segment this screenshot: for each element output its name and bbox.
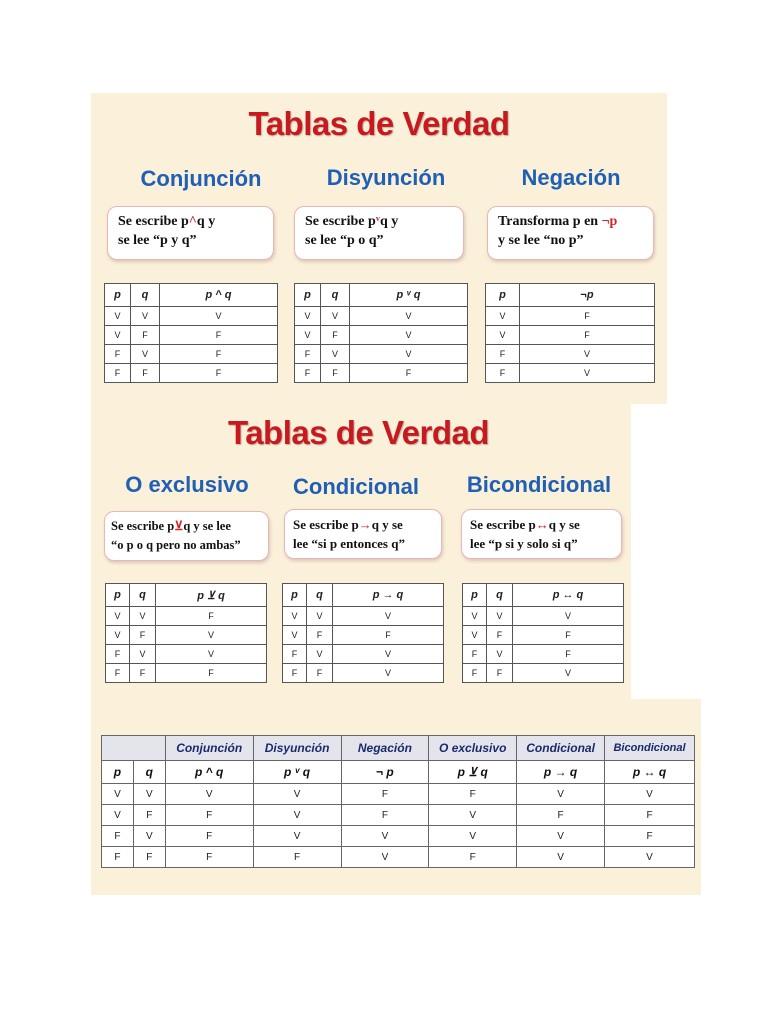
table-row: V V V	[283, 607, 444, 626]
table-condicional	[282, 583, 444, 683]
table-row: F V	[486, 364, 655, 383]
summary-sub-header: p → q	[517, 761, 605, 784]
table-row: V F F	[283, 626, 444, 645]
table-row: V V V	[463, 607, 624, 626]
header-cell: q	[307, 584, 333, 607]
table-row: V F V	[106, 626, 267, 645]
table-row: V F F V F V F F	[102, 805, 695, 826]
summary-group-header: Disyunción	[253, 736, 341, 761]
table-row: V F	[486, 326, 655, 345]
panel2-title: Tablas de Verdad	[228, 414, 489, 451]
table-row: F V V	[106, 645, 267, 664]
header-cell: p	[486, 284, 520, 307]
desc-box-negacion: Transforma p en ¬p y se lee “no p”	[487, 206, 654, 260]
heading-negacion: Negación	[521, 165, 621, 190]
heading-o-exclusivo: O exclusivo	[125, 472, 249, 497]
summary-sub-header: p ⊻ q	[429, 761, 517, 784]
table-row: F F F	[295, 364, 468, 383]
heading-bicondicional: Bicondicional	[466, 472, 612, 497]
heading-disyuncion: Disyunción	[326, 165, 446, 190]
table-row: V F	[486, 307, 655, 326]
table-row: F V F	[463, 645, 624, 664]
summary-group-header: Condicional	[517, 736, 605, 761]
table-negacion	[485, 283, 655, 383]
header-cell: p	[283, 584, 307, 607]
header-cell: q	[487, 584, 513, 607]
table-row: V F F	[105, 326, 278, 345]
table-row: V F F	[463, 626, 624, 645]
panel1-title: Tablas de Verdad	[248, 105, 510, 142]
header-cell: q	[131, 284, 160, 307]
header-cell: q	[130, 584, 156, 607]
table-row: F V	[486, 345, 655, 364]
table-row: F F V	[283, 664, 444, 683]
summary-sub-header: p ᵛ q	[253, 761, 341, 784]
summary-group-header: Negación	[341, 736, 429, 761]
desc-box-disyuncion: Se escribe pᵛq y se lee “p o q”	[294, 206, 464, 260]
summary-group-header: Bicondicional	[605, 736, 695, 761]
desc-box-bicondicional: Se escribe p↔q y se lee “p si y solo si q”	[461, 509, 622, 559]
desc-box-condicional: Se escribe p→q y se lee “si p entonces q”	[284, 509, 442, 559]
table-row: F F F	[106, 664, 267, 683]
summary-sub-header: p ^ q	[165, 761, 253, 784]
table-row: F F V	[463, 664, 624, 683]
table-row: V V F	[106, 607, 267, 626]
header-cell: p ^ q	[160, 284, 278, 307]
table-row: F F F F V F V V	[102, 847, 695, 868]
summary-sub-header: p ↔ q	[605, 761, 695, 784]
header-cell: p	[295, 284, 321, 307]
table-row: V V V	[105, 307, 278, 326]
header-cell: p ⊻ q	[156, 584, 267, 607]
summary-corner-cell	[102, 736, 166, 761]
summary-group-header: O exclusivo	[429, 736, 517, 761]
table-row: F V V	[295, 345, 468, 364]
summary-sub-header: ¬ p	[341, 761, 429, 784]
header-cell: p	[463, 584, 487, 607]
header-cell: p	[106, 584, 130, 607]
desc-box-o-exclusivo: Se escribe p⊻q y se lee “o p o q pero no ambas”	[104, 511, 269, 561]
table-o-exclusivo	[105, 583, 267, 683]
heading-condicional: Condicional	[293, 474, 419, 499]
table-row: F F F	[105, 364, 278, 383]
summary-sub-header: p	[102, 761, 134, 784]
table-row: F V F V V V V F	[102, 826, 695, 847]
header-cell: ¬p	[520, 284, 655, 307]
heading-conjuncion: Conjunción	[140, 166, 262, 191]
table-row: V F V	[295, 326, 468, 345]
table-row: V V V	[295, 307, 468, 326]
table-conjuncion	[104, 283, 278, 383]
summary-table	[101, 735, 695, 868]
table-row: F V V	[283, 645, 444, 664]
header-cell: q	[321, 284, 350, 307]
panel-summary-table	[91, 699, 701, 895]
panel-compound-operators	[91, 404, 631, 699]
header-cell: p → q	[333, 584, 444, 607]
table-bicondicional	[462, 583, 624, 683]
table-row: F V F	[105, 345, 278, 364]
summary-group-header: Conjunción	[165, 736, 253, 761]
summary-sub-header: q	[133, 761, 165, 784]
header-cell: p ᵛ q	[350, 284, 468, 307]
table-row: V V V V F F V V	[102, 784, 695, 805]
header-cell: p ↔ q	[513, 584, 624, 607]
header-cell: p	[105, 284, 131, 307]
desc-box-conjuncion: Se escribe p^q y se lee “p y q”	[107, 206, 274, 260]
panel-basic-operators	[91, 93, 667, 404]
table-disyuncion	[294, 283, 468, 383]
